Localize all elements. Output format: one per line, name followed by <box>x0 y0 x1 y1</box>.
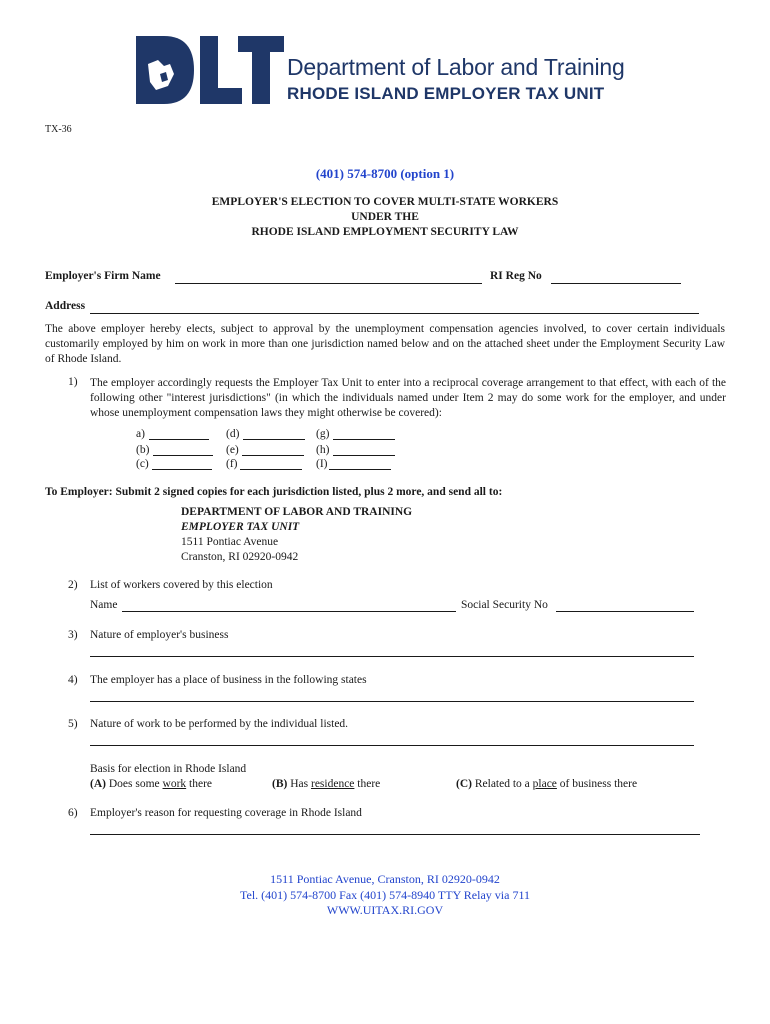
item6-text: Employer's reason for requesting coverage in Rhode Island <box>90 807 362 819</box>
item3-number: 3) <box>68 629 78 641</box>
item6-number: 6) <box>68 807 78 819</box>
footer-address: 1511 Pontiac Avenue, Cranston, RI 02920-0942 <box>270 872 500 886</box>
footer-website[interactable]: WWW.UITAX.RI.GOV <box>326 903 444 917</box>
mail-department: DEPARTMENT OF LABOR AND TRAINING <box>181 506 413 518</box>
ssn-field[interactable] <box>556 611 694 612</box>
jurisdiction-d-field[interactable] <box>243 439 305 440</box>
mail-street: 1511 Pontiac Avenue <box>181 536 279 548</box>
jurisdiction-e-field[interactable] <box>242 455 304 456</box>
basis-option-c[interactable]: (C) Related to a place of business there <box>456 778 638 790</box>
firm-name-field[interactable] <box>175 283 482 284</box>
form-title-line1: EMPLOYER'S ELECTION TO COVER MULTI-STATE WORKERS <box>211 196 559 208</box>
jurisdiction-d: (d) <box>226 428 240 440</box>
worker-name-field[interactable] <box>122 611 456 612</box>
business-states-field[interactable] <box>90 701 694 702</box>
mail-unit: EMPLOYER TAX UNIT <box>181 521 300 533</box>
address-field[interactable] <box>90 313 699 314</box>
jurisdiction-b: (b) <box>136 444 150 456</box>
item3-text: Nature of employer's business <box>90 629 229 641</box>
jurisdiction-f-field[interactable] <box>240 469 302 470</box>
form-title-line2: UNDER THE <box>351 211 419 223</box>
jurisdiction-c-field[interactable] <box>152 469 212 470</box>
ri-reg-field[interactable] <box>551 283 681 284</box>
jurisdiction-f: (f) <box>226 458 238 470</box>
phone-number: (401) 574-8700 (option 1) <box>315 166 455 181</box>
jurisdiction-h: (h) <box>316 444 330 456</box>
item1-number: 1) <box>68 376 78 388</box>
ssn-label: Social Security No <box>461 599 548 611</box>
jurisdiction-i-field[interactable] <box>329 469 391 470</box>
jurisdiction-h-field[interactable] <box>333 455 395 456</box>
jurisdiction-g: (g) <box>316 428 330 440</box>
submit-instructions: To Employer: Submit 2 signed copies for each jurisdiction listed, plus 2 more, and send all to: <box>45 486 503 498</box>
jurisdiction-a-field[interactable] <box>149 439 209 440</box>
intro-paragraph: The above employer hereby elects, subject to approval by the unemployment compensation agencies involved, to cover certain individuals customarily employed by him on work in more than one jurisdiction named below and on the attached sheet under the Employment Security Law of Rhode Island. <box>45 323 725 365</box>
basis-title: Basis for election in Rhode Island <box>90 763 247 775</box>
form-id: TX-36 <box>45 124 72 135</box>
item4-number: 4) <box>68 674 78 686</box>
footer-phones: Tel. (401) 574-8700 Fax (401) 574-8940 TTY Relay via 711 <box>240 888 530 902</box>
item5-number: 5) <box>68 718 78 730</box>
department-name: Department of Labor and Training <box>287 54 625 80</box>
item2-text: List of workers covered by this election <box>90 579 273 591</box>
item2-number: 2) <box>68 579 78 591</box>
jurisdiction-c: (c) <box>136 458 149 470</box>
mail-city: Cranston, RI 02920-0942 <box>181 551 299 563</box>
business-nature-field[interactable] <box>90 656 694 657</box>
jurisdiction-a: a) <box>136 428 145 440</box>
ri-reg-label: RI Reg No <box>490 270 542 282</box>
unit-name: RHODE ISLAND EMPLOYER TAX UNIT <box>287 84 605 103</box>
item1-text: The employer accordingly requests the Employer Tax Unit to enter into a reciprocal coverage arrangement to that effect, with each of the following other "interest jurisdictions" (in which the individuals named under Item 2 may do some work for the employer, and under whose unemployment compensation laws they might otherwise be covered): <box>90 377 726 419</box>
dlt-logo-mark <box>134 34 284 106</box>
jurisdiction-b-field[interactable] <box>153 455 213 456</box>
coverage-reason-field[interactable] <box>90 834 700 835</box>
jurisdiction-i: (I) <box>316 458 328 470</box>
item4-text: The employer has a place of business in the following states <box>90 674 367 686</box>
item5-text: Nature of work to be performed by the individual listed. <box>90 718 349 730</box>
basis-option-a[interactable]: (A) Does some work there <box>90 778 213 790</box>
basis-option-b[interactable]: (B) Has residence there <box>272 778 381 790</box>
address-label: Address <box>45 300 86 312</box>
work-nature-field[interactable] <box>90 745 694 746</box>
form-title-line3: RHODE ISLAND EMPLOYMENT SECURITY LAW <box>251 226 519 238</box>
firm-name-label: Employer's Firm Name <box>45 270 161 282</box>
dlt-logo <box>134 34 654 106</box>
jurisdiction-g-field[interactable] <box>333 439 395 440</box>
jurisdiction-e: (e) <box>226 444 239 456</box>
worker-name-label: Name <box>90 599 118 611</box>
